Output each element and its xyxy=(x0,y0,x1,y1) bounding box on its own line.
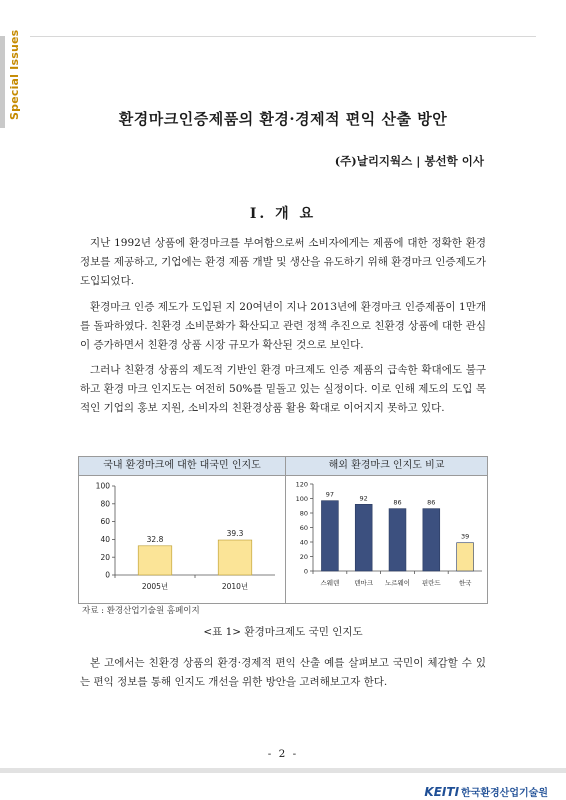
article-title: 환경마크인증제품의 환경·경제적 편익 산출 방안 xyxy=(118,110,448,128)
y-tick-label: 60 xyxy=(299,523,308,532)
bar-value-label: 39.3 xyxy=(226,529,244,539)
y-tick-label: 20 xyxy=(100,552,110,562)
bar xyxy=(321,501,338,571)
bar-value-label: 32.8 xyxy=(146,534,164,544)
y-tick-label: 40 xyxy=(100,535,110,545)
y-tick-label: 80 xyxy=(299,509,308,518)
footer-rule xyxy=(0,768,566,773)
x-tick-label: 덴마크 xyxy=(354,579,374,587)
y-tick-label: 100 xyxy=(295,494,308,503)
overseas-awareness-panel xyxy=(286,457,487,603)
figure-table-1 xyxy=(78,456,488,604)
y-tick-label: 0 xyxy=(105,570,110,580)
bar xyxy=(389,509,406,571)
section-tab-label: Special Issues xyxy=(8,29,21,120)
article-author: (주)날리지웍스 | 봉선학 이사 xyxy=(334,154,484,168)
bar xyxy=(355,504,372,571)
figure-source: 자료 : 환경산업기술원 홈페이지 xyxy=(82,606,200,616)
y-tick-label: 60 xyxy=(100,517,110,527)
paragraph-3: 그러나 친환경 상품의 제도적 기반인 환경 마크제도 인증 제품의 급속한 확대에도 불구하고 환경 마크 인지도는 여전히 50%를 밑돌고 있는 실정이다. 이로 인해 제도의 도입 목적인 기업의 홍보 지원, 소비자의 친환경상품 활용 확대로 이어지지 못하고 있다. xyxy=(80,364,486,414)
bar-value-label: 39 xyxy=(460,532,470,541)
bar xyxy=(138,546,172,575)
y-tick-label: 100 xyxy=(95,481,110,491)
figure-caption: <표 1> 환경마크제도 국민 인지도 xyxy=(203,626,363,638)
y-tick-label: 20 xyxy=(299,552,308,561)
paragraph-2: 환경마크 인증 제도가 도입된 지 20여년이 지나 2013년에 환경마크 인증제품이 1만개를 돌파하였다. 친환경 소비문화가 확산되고 관련 정책 추진으로 친환경 상품에 대한 관심이 증가하면서 친환경 상품 시장 규모가 확산된 것으로 보인다. xyxy=(80,301,486,351)
header-rule xyxy=(30,36,536,37)
x-tick-label: 2005년 xyxy=(141,582,169,591)
domestic-chart-title: 국내 환경마크에 대한 대국민 인지도 xyxy=(79,457,285,476)
domestic-awareness-chart xyxy=(79,476,285,604)
y-tick-label: 80 xyxy=(100,499,110,509)
overseas-awareness-chart xyxy=(286,476,487,604)
keiti-logo xyxy=(424,784,548,799)
bar-value-label: 86 xyxy=(393,498,402,507)
section-heading: I. 개 요 xyxy=(249,206,317,222)
bar xyxy=(457,543,474,571)
y-tick-label: 0 xyxy=(303,567,308,576)
bar-value-label: 92 xyxy=(359,494,368,503)
x-tick-label: 한국 xyxy=(458,579,472,587)
logo-text: 한국환경산업기술원 xyxy=(461,788,548,799)
bar xyxy=(218,540,252,575)
paragraph-4: 본 고에서는 친환경 상품의 환경·경제적 편익 산출 예를 살펴보고 국민이 체감할 수 있는 편익 정보를 통해 인지도 개선을 위한 방안을 고려해보고자 한다. xyxy=(80,657,486,688)
bar-value-label: 86 xyxy=(427,498,436,507)
bar xyxy=(423,509,440,571)
page-number: - 2 - xyxy=(267,748,299,760)
x-tick-label: 2010년 xyxy=(221,582,249,591)
y-tick-label: 40 xyxy=(299,538,308,547)
x-tick-label: 노르웨이 xyxy=(384,579,411,587)
y-tick-label: 120 xyxy=(295,480,308,489)
bar-value-label: 97 xyxy=(325,490,335,499)
logo-mark: KEITI xyxy=(424,785,460,799)
domestic-awareness-panel xyxy=(79,457,286,603)
x-tick-label: 핀란드 xyxy=(421,579,441,587)
overseas-chart-title: 해외 환경마크 인지도 비교 xyxy=(286,457,487,476)
x-tick-label: 스웨덴 xyxy=(320,579,340,587)
paragraph-1: 지난 1992년 상품에 환경마크를 부여함으로써 소비자에게는 제품에 대한 정확한 환경정보를 제공하고, 기업에는 환경 제품 개발 및 생산을 유도하기 위해 환경마크 인증제도가 도입되었다. xyxy=(80,237,486,287)
